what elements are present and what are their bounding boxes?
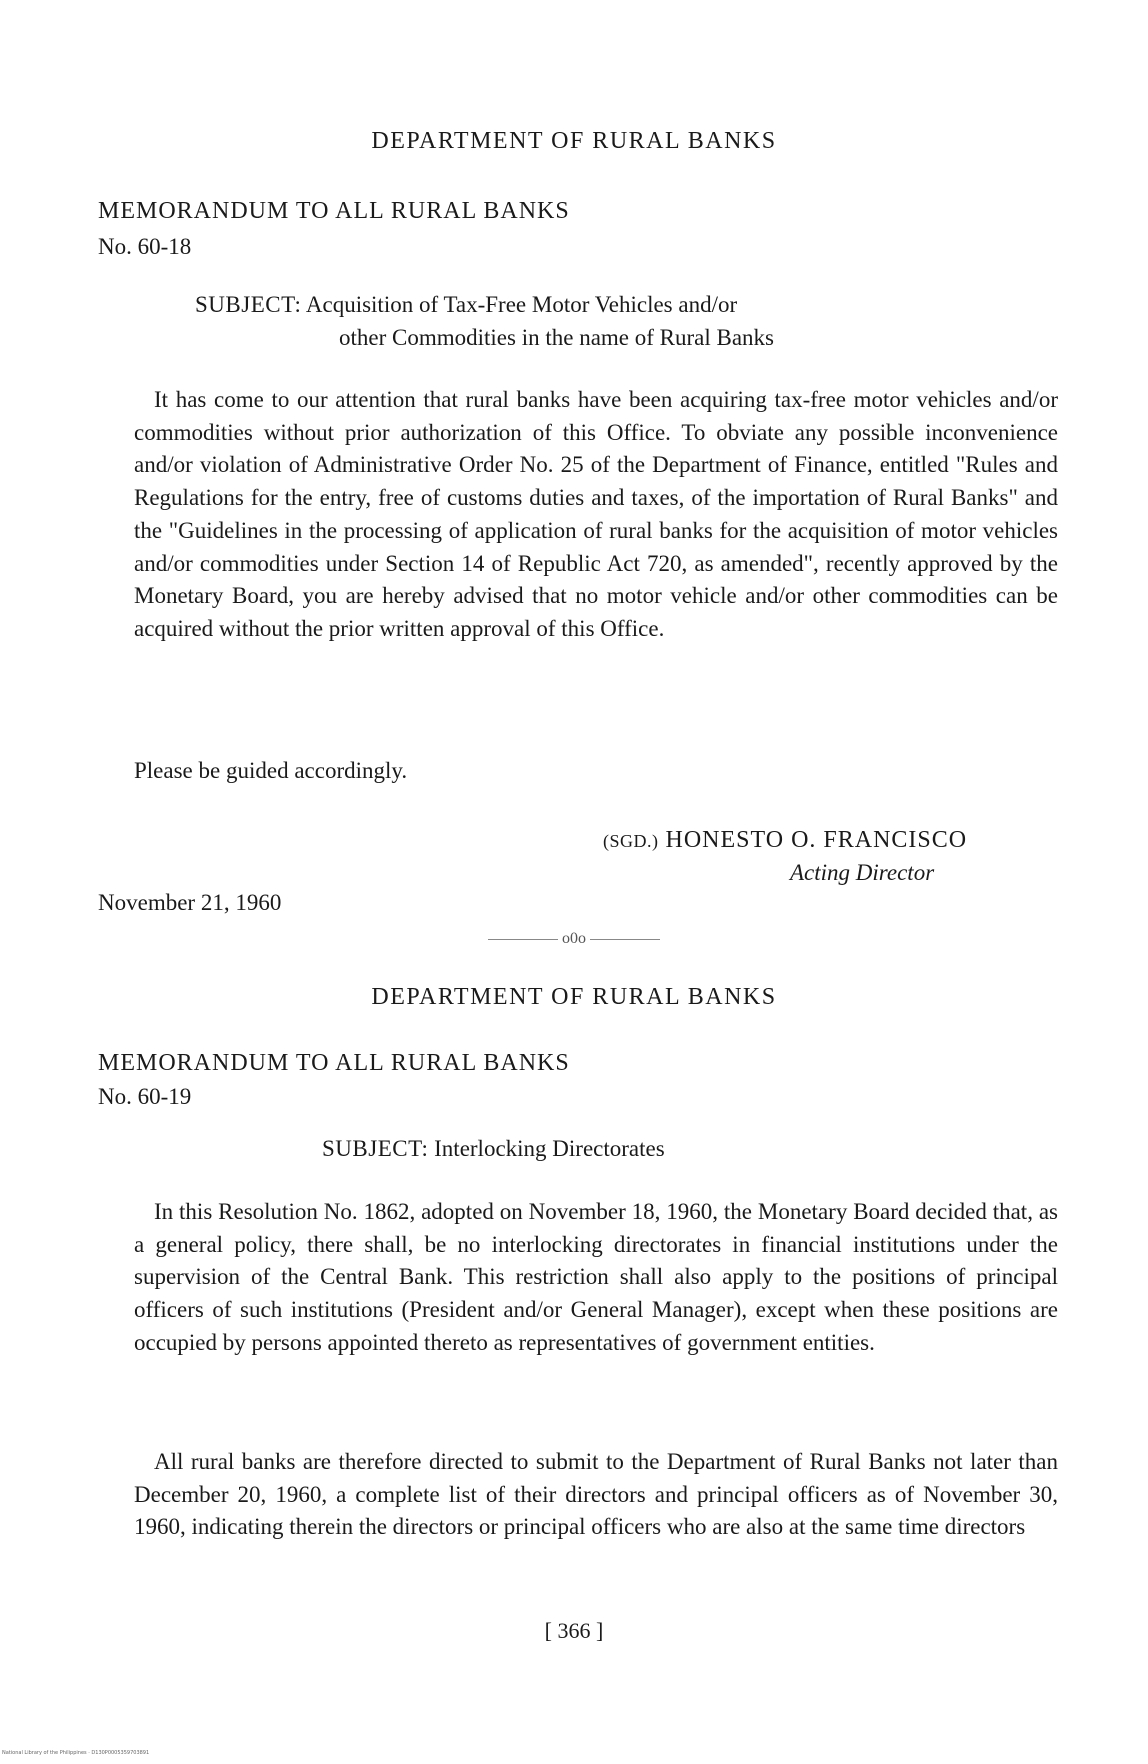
section-divider	[0, 930, 1148, 948]
memo1-number: No. 60-18	[98, 234, 192, 259]
memo1-title: MEMORANDUM TO ALL RURAL BANKS	[98, 198, 570, 224]
memo2-paragraph1: In this Resolution No. 1862, adopted on November 18, 1960, the Monetary Board decided that, as a general policy, there shall, be no interlocking directorates in financial institutions under the supervision of the Central Bank. This restriction shall also apply to the positions of principal officers of such institutions (President and/or General Manager), except when these positions are occupied by persons appointed thereto as representatives of government entities.	[134, 1199, 1058, 1355]
memo1-subject-line2: other Commodities in the name of Rural Banks	[339, 325, 775, 350]
memo1-signatory: HONESTO O. FRANCISCO	[665, 827, 968, 853]
divider-line-right	[590, 939, 660, 940]
memo2-subject-line1: Interlocking Directorates	[434, 1136, 665, 1161]
memo1-signature	[603, 827, 967, 854]
memo1-paragraph: It has come to our attention that rural banks have been acquiring tax-free motor vehicles and/or commodities without prior authorization of this Office. To obviate any possible inconvenience and/or violation of Administrative Order No. 25 of the Department of Finance, entitled "Rules and Regulations for the entry, free of customs duties and taxes, of the importation of Rural Banks" and the "Guidelines in the processing of application of rural banks for the acquisition of motor vehicles and/or commodities under Section 14 of Republic Act 720, as amended", recently approved by the Monetary Board, you are hereby advised that no motor vehicle and/or other commodities can be acquired without the prior written approval of this Office.	[134, 387, 1058, 641]
memo2-subject-label: SUBJECT:	[322, 1136, 429, 1161]
memo1-signatory-title: Acting Director	[790, 860, 935, 885]
memo1-closing: Please be guided accordingly.	[134, 758, 408, 783]
divider-line-left	[488, 939, 558, 940]
divider-mark: o0o	[562, 930, 586, 947]
memo1-signed-prefix: (SGD.)	[603, 831, 659, 851]
memo1-subject-line1: Acquisition of Tax-Free Motor Vehicles and/or	[305, 292, 738, 317]
memo2-title: MEMORANDUM TO ALL RURAL BANKS	[98, 1050, 570, 1076]
memo1-department-heading: DEPARTMENT OF RURAL BANKS	[371, 128, 777, 154]
memo2-department-heading: DEPARTMENT OF RURAL BANKS	[371, 984, 777, 1010]
memo1-subject	[195, 288, 737, 321]
page-number: [ 366 ]	[544, 1618, 604, 1643]
memo1-subject-label: SUBJECT:	[195, 292, 302, 317]
memo2-number: No. 60-19	[98, 1084, 192, 1109]
footer-note: National Library of the Philippines · D130P0005359703891	[2, 1750, 150, 1756]
memo2-subject	[322, 1132, 665, 1165]
memo1-date: November 21, 1960	[98, 890, 282, 915]
memo2-paragraph2: All rural banks are therefore directed to submit to the Department of Rural Banks not later than December 20, 1960, a complete list of their directors and principal officers as of November 30, 1960, indicating therein the directors or principal officers who are also at the same time directors	[134, 1449, 1058, 1540]
